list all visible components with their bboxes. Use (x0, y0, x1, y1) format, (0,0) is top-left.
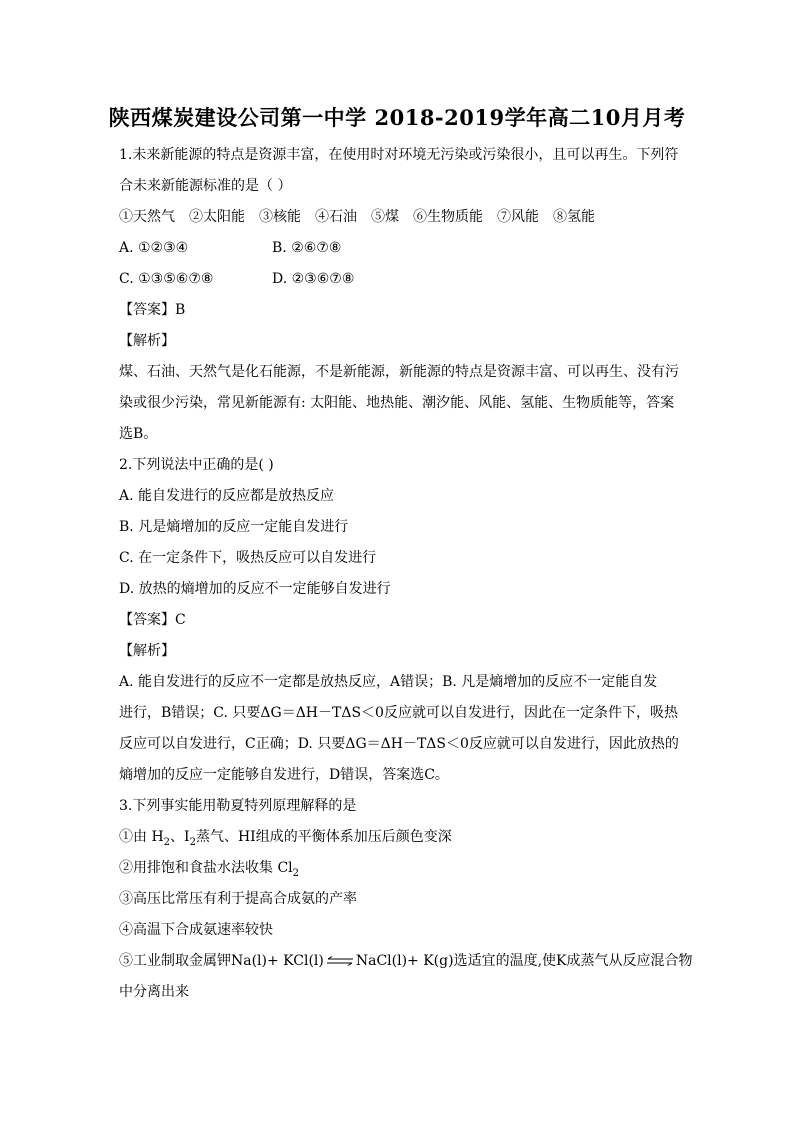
q2-answer: 【答案】C (119, 612, 186, 628)
q2-analysis-line1: A. 能自发进行的反应不一定都是放热反应，A错误；B. 凡是熵增加的反应不一定能自发 (119, 674, 658, 690)
q2-stem: 2.下列说法中正确的是( ) (119, 457, 274, 473)
q1-items: ①天然气 ②太阳能 ③核能 ④石油 ⑤煤 ⑥生物质能 ⑦风能 ⑧氢能 (119, 209, 595, 225)
q2-analysis-header: 【解析】 (119, 643, 175, 659)
q1-analysis-header: 【解析】 (119, 333, 175, 349)
q1-options-row2 (119, 264, 679, 295)
q3-item5: ⑤工业制取金属钾Na(l)+ KCl(l) NaCl(l)+ K(g)选适宜的温度,使K成蒸气从反应混合物 (119, 953, 693, 969)
q1-analysis-line3: 选B。 (119, 426, 158, 442)
q1-option-b: B. ②⑥⑦⑧ (272, 240, 342, 256)
q1-option-d: D. ②③⑥⑦⑧ (272, 271, 355, 287)
page-title: 陕西煤炭建设公司第一中学 2018-2019学年高二10月月考 (108, 105, 686, 130)
q1-stem-line2: 合未来新能源标准的是（ ） (119, 178, 292, 194)
q1-option-c: C. ①③⑤⑥⑦⑧ (119, 271, 214, 287)
q1-options-row1 (119, 233, 679, 264)
q3-item4: ④高温下合成氨速率较快 (119, 922, 273, 938)
q2-option-c: C. 在一定条件下，吸热反应可以自发进行 (119, 550, 377, 566)
q2-option-b: B. 凡是熵增加的反应一定能自发进行 (119, 519, 349, 535)
q2-analysis-line3: 反应可以自发进行，C正确；D. 只要ΔG＝ΔH－TΔS＜0反应就可以自发进行，因此放热的 (119, 736, 679, 752)
q1-option-a: A. ①②③④ (119, 240, 189, 256)
q3-item3: ③高压比常压有利于提高合成氨的产率 (119, 891, 357, 907)
q3-item5-line2: 中分离出来 (119, 984, 189, 1000)
document-body (119, 140, 693, 1008)
q1-analysis-line1: 煤、石油、天然气是化石能源，不是新能源，新能源的特点是资源丰富、可以再生、没有污 (119, 364, 679, 380)
q1-stem-line1: 1.未来新能源的特点是资源丰富，在使用时对环境无污染或污染很小，且可以再生。下列符 (119, 147, 679, 163)
equilibrium-arrow-icon (326, 956, 354, 966)
q3-item2: ②用排饱和食盐水法收集 $Cl_2$ (119, 860, 300, 879)
q3-stem: 3.下列事实能用勒夏特列原理解释的是 (119, 798, 357, 814)
q2-option-d: D. 放热的熵增加的反应不一定能够自发进行 (119, 581, 391, 597)
q2-option-a: A. 能自发进行的反应都是放热反应 (119, 488, 335, 504)
q3-item1: ①由 $H_2$、$I_2$蒸气、HI组成的平衡体系加压后颜色变深 (119, 829, 452, 848)
q1-analysis-line2: 染或很少污染，常见新能源有: 太阳能、地热能、潮汐能、风能、氢能、生物质能等，答案 (119, 395, 675, 411)
q2-analysis-line2: 进行，B错误；C. 只要ΔG＝ΔH－TΔS＜0反应就可以自发进行，因此在一定条件下，吸热 (119, 705, 678, 721)
q2-analysis-line4: 熵增加的反应一定能够自发进行，D错误，答案选C。 (119, 767, 449, 783)
q1-answer: 【答案】B (119, 302, 186, 318)
